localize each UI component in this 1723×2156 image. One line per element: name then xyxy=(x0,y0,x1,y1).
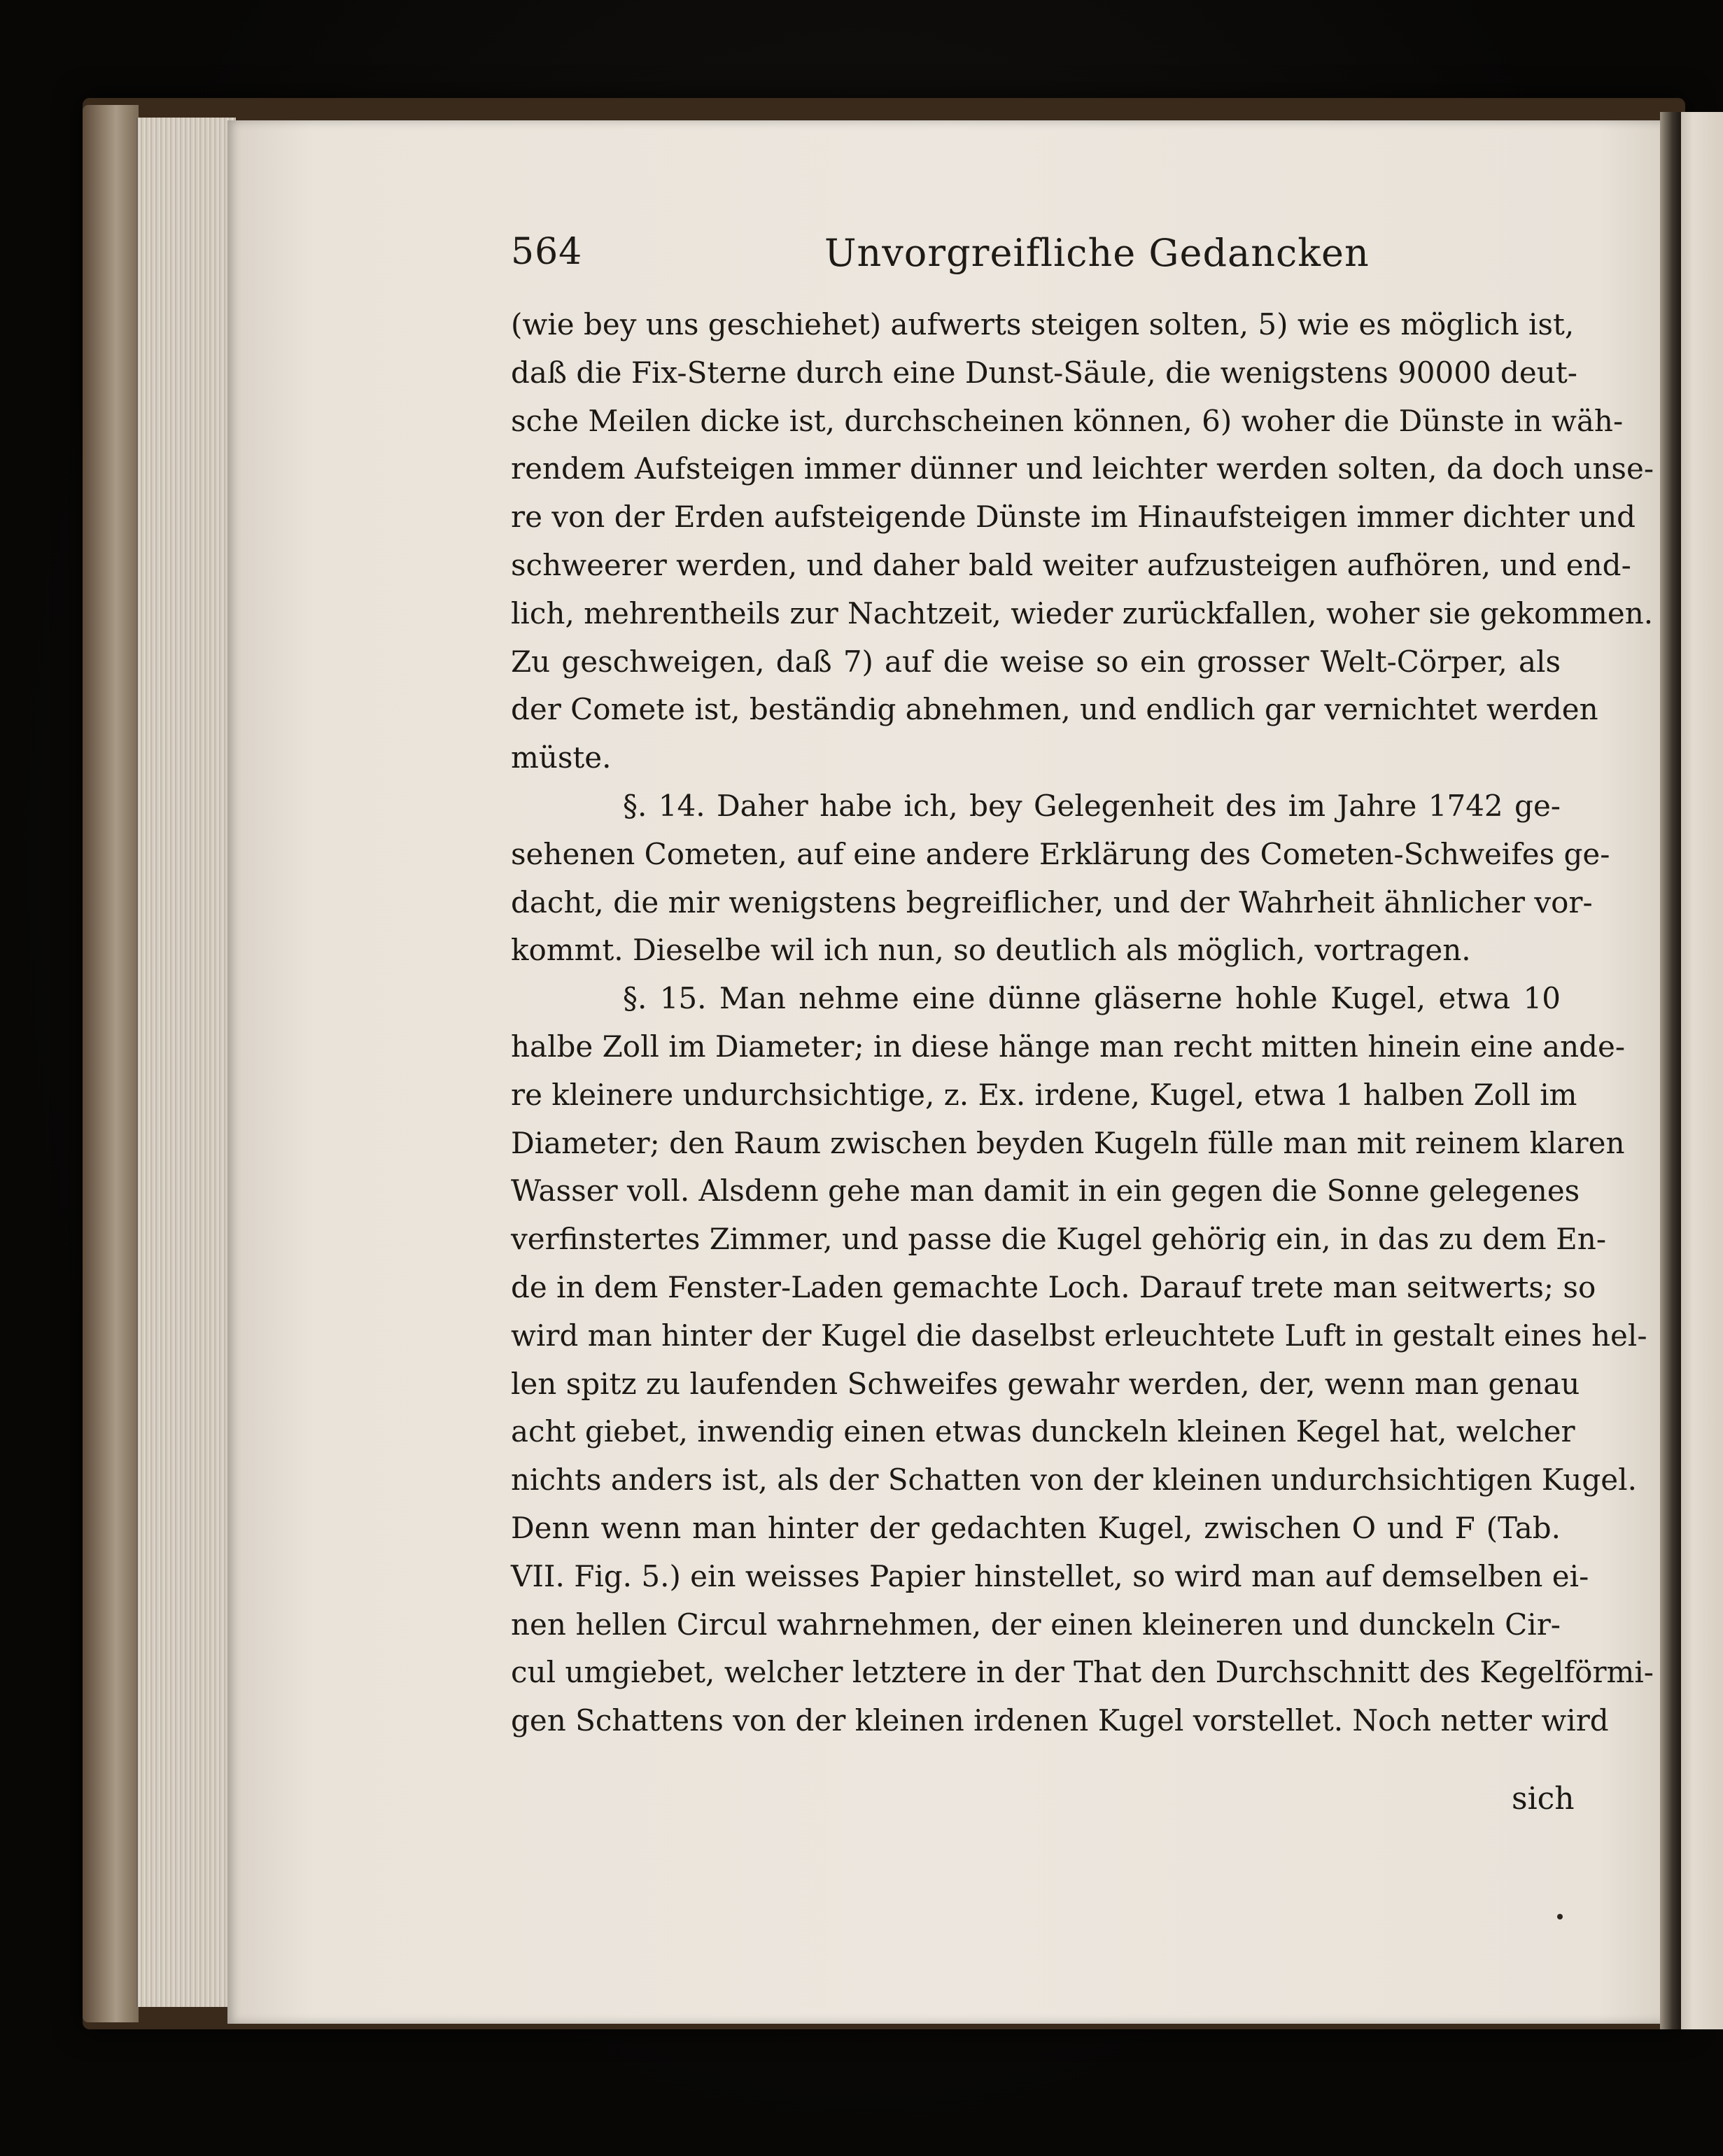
text-line: kommt. Dieselbe wil ich nun, so deutlich als möglich, vortragen. xyxy=(511,933,1471,968)
book-spine-edge xyxy=(83,105,139,2022)
text-line: halbe Zoll im Diameter; in diese hänge man recht mitten hinein eine ande- xyxy=(511,1029,1626,1064)
paragraph-14-start: §. 14. Daher habe ich, bey Gelegenheit des im Jahre 1742 ge- xyxy=(623,788,1561,823)
text-line: sche Meilen dicke ist, durchscheinen können, 6) woher die Dünste in wäh- xyxy=(511,403,1624,438)
text-line: re kleinere undurchsichtige, z. Ex. irdene, Kugel, etwa 1 halben Zoll im xyxy=(511,1077,1577,1112)
text-line: daß die Fix-Sterne durch eine Dunst-Säule, die wenigstens 90000 deut- xyxy=(511,355,1577,390)
text-line: Zu geschweigen, daß 7) auf die weise so ein grosser Welt-Cörper, als xyxy=(511,644,1561,679)
text-line: wird man hinter der Kugel die daselbst erleuchtete Luft in gestalt eines hel- xyxy=(511,1318,1647,1353)
running-title: Unvorgreifliche Gedancken xyxy=(824,231,1370,275)
text-line: Denn wenn man hinter der gedachten Kugel, zwischen O und F (Tab. xyxy=(511,1510,1561,1545)
text-line: Wasser voll. Alsdenn gehe man damit in ein gegen die Sonne gelegenes xyxy=(511,1174,1580,1209)
text-line: schweerer werden, und daher bald weiter aufzusteigen aufhören, und end- xyxy=(511,547,1631,582)
text-line: len spitz zu laufenden Schweifes gewahr werden, der, wenn man genau xyxy=(511,1366,1580,1401)
text-line: dacht, die mir wenigstens begreiflicher, und der Wahrheit ähnlicher vor- xyxy=(511,885,1593,920)
paper-speck xyxy=(1557,1914,1563,1919)
text-line: lich, mehrentheils zur Nachtzeit, wieder zurückfallen, woher sie gekommen. xyxy=(511,596,1654,630)
text-line: der Comete ist, beständig abnehmen, und endlich gar vernichtet werden xyxy=(511,692,1598,727)
text-line: acht giebet, inwendig einen etwas dunckeln kleinen Kegel hat, welcher xyxy=(511,1414,1575,1449)
text-line: sehenen Cometen, auf eine andere Erklärung des Cometen-Schweifes ge- xyxy=(511,836,1610,871)
text-line: nichts anders ist, als der Schatten von der kleinen undurchsichtigen Kugel. xyxy=(511,1463,1637,1498)
page-header xyxy=(511,224,1561,287)
text-line: nen hellen Circul wahrnehmen, der einen kleineren und dunckeln Cir- xyxy=(511,1607,1561,1642)
text-line: de in dem Fenster-Laden gemachte Loch. Darauf trete man seitwerts; so xyxy=(511,1269,1596,1304)
text-line: Diameter; den Raum zwischen beyden Kugeln fülle man mit reinem klaren xyxy=(511,1125,1625,1160)
text-line: verfinstertes Zimmer, und passe die Kugel gehörig ein, in das zu dem En- xyxy=(511,1222,1607,1257)
text-line: rendem Aufsteigen immer dünner und leichter werden solten, da doch unse- xyxy=(511,451,1654,486)
page-gutter xyxy=(1660,112,1681,2029)
text-line: müste. xyxy=(511,740,612,775)
text-line: (wie bey uns geschiehet) aufwerts steigen solten, 5) wie es möglich ist, xyxy=(511,307,1575,341)
paragraph-15-start: §. 15. Man nehme eine dünne gläserne hohle Kugel, etwa 10 xyxy=(623,981,1561,1016)
text-line: gen Schattens von der kleinen irdenen Kugel vorstellet. Noch netter wird xyxy=(511,1703,1609,1738)
body-text xyxy=(511,301,1654,1840)
page-edges xyxy=(136,118,236,2007)
page-number: 564 xyxy=(511,231,583,273)
text-line: re von der Erden aufsteigende Dünste im Hinaufsteigen immer dichter und xyxy=(511,500,1636,535)
text-line: cul umgiebet, welcher letztere in der That den Durchschnitt des Kegelförmi- xyxy=(511,1655,1654,1690)
text-line: VII. Fig. 5.) ein weisses Papier hinstellet, so wird man auf demselben ei- xyxy=(511,1558,1589,1593)
catchword: sich xyxy=(1512,1781,1575,1817)
